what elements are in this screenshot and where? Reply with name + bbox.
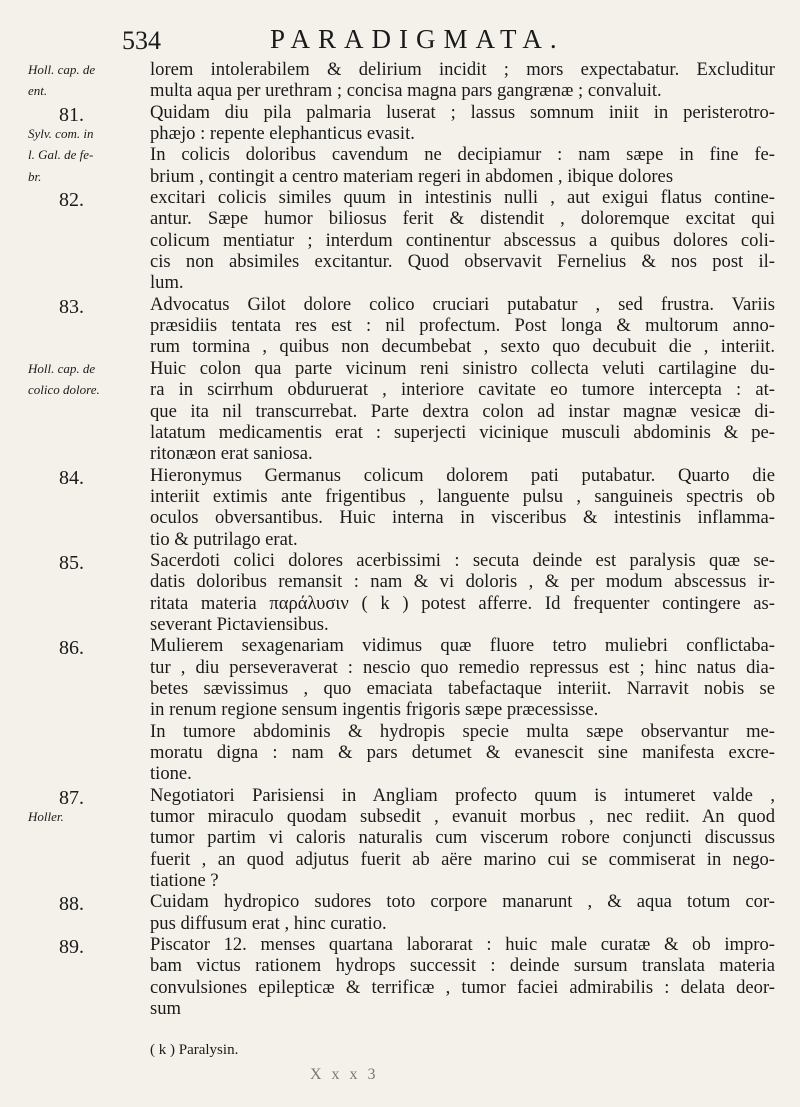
text-line: Mulierem sexagenariam vidimus quæ fluore tetro muliebri conflictaba- <box>150 635 775 657</box>
paragraph-number: 84. <box>59 466 84 489</box>
margin-note: Sylv. com. in <box>28 126 94 142</box>
margin-note: Holler. <box>28 809 64 825</box>
text-line: Sacerdoti colici dolores acerbissimi : secuta deinde est paralysis quæ se- <box>150 549 775 571</box>
text-line: Quidam diu pila palmaria luserat ; lassus somnum iniit in peristerotro- <box>150 101 775 123</box>
text-line: Piscator 12. menses quartana laborarat : huic male curatæ & ob impro- <box>150 934 775 956</box>
text-line: tio & putrilago erat. <box>150 528 298 550</box>
margin-note: br. <box>28 168 42 184</box>
text-line: convulsiones epilepticæ & terrificæ , tumor faciei admirabilis : delata deor- <box>150 976 775 998</box>
text-line: cis non absimiles excitantur. Quod observavit Fernelius & nos post il- <box>150 251 775 273</box>
running-title: PARADIGMATA. <box>270 24 565 54</box>
text-line: tione. <box>150 763 192 785</box>
text-line: antur. Sæpe humor biliosus ferit & distendit , doloremque excitat qui <box>150 208 775 230</box>
text-line: fuerit , an quod adjutus fuerit ab aëre marino cui se commiserat in nego- <box>150 848 775 870</box>
text-line: In colicis doloribus cavendum ne decipiamur : nam sæpe in fine fe- <box>150 144 775 166</box>
text-line: que ita nil transcurrebat. Parte dextra colon ad instar magnæ vesicæ di- <box>150 400 775 422</box>
text-line: latatum medicamentis erat : superjecti vicinique musculi abdominis & pe- <box>150 421 775 443</box>
text-line: brium , contingit a centro materiam regeri in abdomen , ibique dolores <box>150 165 674 187</box>
signature-mark: X x x 3 <box>310 1066 379 1083</box>
page-number: 534 <box>122 26 161 55</box>
text-line: In tumore abdominis & hydropis specie multa sæpe observantur me- <box>150 720 775 742</box>
text-line: tumor partim vi caloris naturalis cum viscerum robore conjuncti discussus <box>150 827 775 849</box>
text-line: colicum mentiatur ; interdum continentur abscessus a quibus dolores coli- <box>150 229 775 251</box>
text-line: tiatione ? <box>150 870 219 892</box>
footnote: ( k ) Paralysin. <box>150 1042 239 1058</box>
page-header <box>0 22 800 62</box>
left-margin <box>0 59 150 1019</box>
text-line: oculos obversantibus. Huic interna in visceribus & intestinis inflamma- <box>150 507 775 529</box>
margin-note: colico dolore. <box>28 382 100 398</box>
text-line: phæjo : repente elephanticus evasit. <box>150 123 415 145</box>
text-line: Negotiatori Parisiensi in Angliam profecto quum is intumeret valde , <box>150 784 775 806</box>
body-text <box>150 59 775 1019</box>
text-line: Cuidam hydropico sudores toto corpore manarunt , & aqua totum cor- <box>150 891 775 913</box>
text-line: betes sævissimus , quo emaciata tabefactaque interiit. Narravit nobis se <box>150 677 775 699</box>
paragraph-number: 87. <box>59 786 84 809</box>
paragraph-number: 83. <box>59 295 84 318</box>
text-line: tur , diu perseveraverat : nescio quo remedio repressus est ; hinc natus dia- <box>150 656 775 678</box>
text-line: Advocatus Gilot dolore colico cruciari putabatur , sed frustra. Variis <box>150 293 775 315</box>
text-line: multa aqua per urethram ; concisa magna pars gangrænæ ; convaluit. <box>150 80 662 102</box>
margin-note: l. Gal. de fe- <box>28 147 94 163</box>
text-line: ritonæon erat saniosa. <box>150 443 313 465</box>
paragraph-number: 86. <box>59 637 84 660</box>
text-line: datis doloribus remansit : nam & vi doloris , & per modum abscessus ir- <box>150 571 775 593</box>
margin-note: Holl. cap. de <box>28 360 96 376</box>
text-line: moratu digna : nam & pars detumet & evanescit sine manifesta excre- <box>150 742 775 763</box>
text-line: Huic colon qua parte vicinum reni sinistro collecta veluti cartilagine du- <box>150 357 775 379</box>
paragraph-number: 88. <box>59 893 84 916</box>
text-line: sum <box>150 998 181 1020</box>
text-line: ra in scirrhum obduruerat , interiore cavitate eo tumore intercepta : at- <box>150 379 775 401</box>
margin-note: Holl. cap. de <box>28 62 96 77</box>
paragraph-number: 85. <box>59 551 84 574</box>
text-line: in renum regione sensum ingentis frigoris sæpe præcessisse. <box>150 699 599 721</box>
text-line: excitari colicis similes quum in intestinis nulli , aut exigui flatus contine- <box>150 187 775 209</box>
paragraph-number: 82. <box>59 189 84 212</box>
margin-note: ent. <box>28 83 48 99</box>
text-line: præsidiis tentata res est : nil profectum. Post longa & multorum anno- <box>150 315 775 337</box>
text-line: rum tormina , quibus non decumbebat , sexto quo decubuit die , interiit. <box>150 336 775 358</box>
text-line: lum. <box>150 272 184 294</box>
paragraph-number: 89. <box>59 936 84 959</box>
text-line: pus diffusum erat , hinc curatio. <box>150 912 387 934</box>
text-line: Hieronymus Germanus colicum dolorem pati putabatur. Quarto die <box>150 464 775 486</box>
text-line: lorem intolerabilem & delirium incidit ; mors expectabatur. Excluditur <box>150 59 775 80</box>
text-line: tumor miraculo quodam subsedit , evanuit morbus , nec rediit. An quod <box>150 806 775 828</box>
paragraph-number: 81. <box>59 103 84 126</box>
text-line: severant Pictaviensibus. <box>150 613 329 635</box>
text-line: ritata materia παράλυσιν ( k ) potest afferre. Id frequenter contingere as- <box>150 592 775 614</box>
text-line: bam victus rationem hydrops successit : deinde sursum translata materia <box>150 955 775 977</box>
text-line: interiit extimis ante frigentibus , languente pulsu , sanguineis spectris ob <box>150 485 775 507</box>
